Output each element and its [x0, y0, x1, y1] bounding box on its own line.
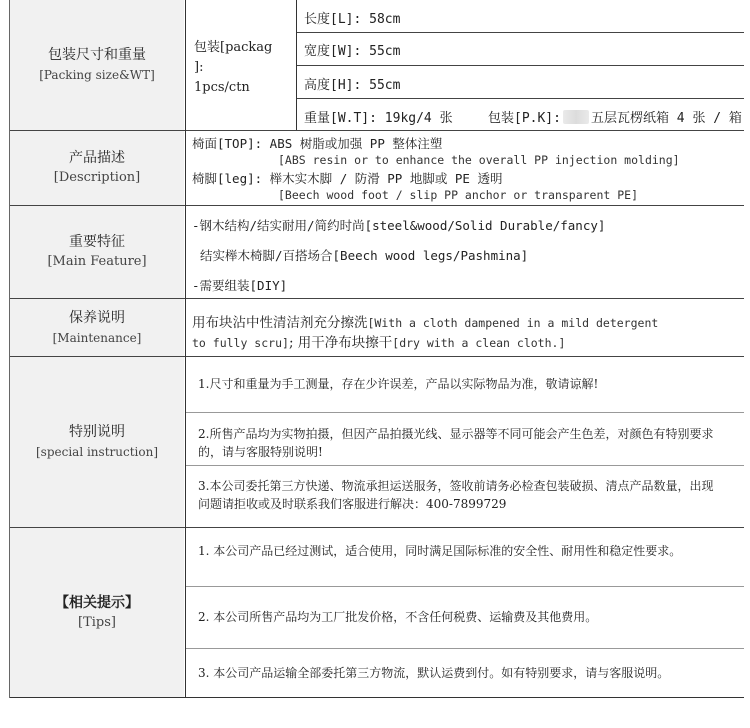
special-label	[10, 357, 184, 527]
pack-kind	[488, 107, 742, 126]
height-value: 高度[H]: 55cm	[304, 78, 401, 93]
maintenance-line-2	[192, 331, 565, 351]
special-row	[10, 357, 744, 527]
maintenance-label	[10, 299, 184, 356]
left-border	[9, 0, 10, 698]
feature-label-en: [Main Feature]	[47, 254, 147, 269]
packing-label-en: [Packing size&WT]	[39, 68, 155, 82]
maintenance-line-2-zh: ; 用干净布块擦干	[288, 335, 393, 351]
description-row	[10, 131, 744, 205]
dim-line-3	[297, 98, 744, 99]
maintenance-line-2-en-b: [dry with a clean cloth.]	[392, 336, 566, 350]
dim-line-2	[297, 65, 744, 66]
tips-note-1: 1. 本公司产品已经过测试，适合使用，同时满足国际标准的安全性、耐用性和稳定性要求。	[198, 544, 682, 558]
special-label-en: [special instruction]	[35, 445, 158, 459]
weight-value: 重量[W.T]: 19kg/4 张	[304, 111, 453, 126]
redacted-mark	[563, 110, 589, 124]
tips-label	[10, 528, 184, 697]
top-material-zh: 椅面[TOP]: ABS 树脂或加强 PP 整体注塑	[192, 136, 443, 151]
feature-line-3: -需要组装[DIY]	[192, 278, 288, 293]
packing-row	[10, 0, 744, 130]
pack-kind-suffix: 五层瓦楞纸箱 4 张 / 箱	[590, 111, 742, 126]
pack-line-2: ]:	[194, 60, 204, 75]
tips-sep-1	[186, 586, 744, 587]
special-sep-1	[186, 412, 744, 413]
maintenance-line-1-zh: 用布块沾中性清洁剂充分擦洗	[192, 315, 368, 331]
tips-note-3: 3. 本公司产品运输全部委托第三方物流，默认运费到付。如有特别要求，请与客服说明。	[198, 666, 670, 680]
feature-content	[186, 206, 744, 298]
description-label	[10, 131, 184, 205]
maintenance-line-1-en: [With a cloth dampened in a mild detergent	[367, 316, 659, 330]
special-label-zh: 特别说明	[69, 424, 125, 440]
tips-note-2: 2. 本公司所售产品均为工厂批发价格，不含任何税费、运输费及其他费用。	[198, 610, 598, 624]
tips-row	[10, 528, 744, 697]
maintenance-line-1	[192, 311, 658, 331]
feature-label-zh: 重要特征	[69, 234, 125, 250]
length-value: 长度[L]: 58cm	[304, 12, 401, 27]
tips-label-en: [Tips]	[78, 614, 116, 630]
maintenance-label-zh: 保养说明	[69, 309, 125, 326]
pack-line-1: 包装[packag	[194, 40, 273, 55]
divider-6	[10, 697, 744, 698]
width-value: 宽度[W]: 55cm	[304, 44, 401, 59]
special-sep-2	[186, 465, 744, 466]
description-label-zh: 产品描述	[69, 150, 125, 166]
packing-content	[186, 0, 744, 130]
maintenance-row	[10, 299, 744, 356]
special-note-2: 2.所售产品均为实物拍摄，但因产品拍摄光线、显示器等不同可能会产生色差，对颜色有特别要求的，请与客服特别说明!	[198, 427, 714, 459]
maintenance-content	[186, 299, 744, 356]
packing-label	[10, 0, 184, 130]
tips-content	[186, 528, 744, 697]
feature-row	[10, 206, 744, 298]
special-note-1: 1.尺寸和重量为手工测量，存在少许误差，产品以实际物品为准，敬请谅解!	[198, 377, 599, 391]
leg-material-zh: 椅脚[leg]: 榉木实木脚 / 防滑 PP 地脚或 PE 透明	[192, 171, 503, 186]
pack-kind-prefix: 包装[P.K]:	[488, 111, 561, 126]
top-material-en: [ABS resin or to enhance the overall PP injection molding]	[278, 153, 680, 167]
description-content	[186, 131, 744, 205]
packing-label-zh: 包装尺寸和重量	[48, 47, 146, 63]
leg-material-en: [Beech wood foot / slip PP anchor or transparent PE]	[278, 188, 639, 202]
pack-quantity	[194, 38, 272, 98]
feature-line-2: 结实榉木椅脚/百搭场合[Beech wood legs/Pashmina]	[200, 248, 529, 263]
special-content	[186, 357, 744, 527]
maintenance-line-2-en-a: to fully scru]	[192, 336, 289, 350]
feature-line-1: -钢木结构/结实耐用/简约时尚[steel&wood/Solid Durable/fancy]	[192, 218, 606, 233]
tips-label-zh: 【相关提示】	[55, 594, 139, 611]
description-label-en: [Description]	[53, 170, 141, 185]
label-column-divider	[185, 0, 186, 698]
special-note-3: 3.本公司委托第三方快递、物流承担运送服务，签收前请务必检查包装破损、清点产品数量，出现问题请拒收或及时联系我们客服进行解决：400-7899729	[198, 479, 714, 511]
pack-line-3: 1pcs/ctn	[194, 80, 250, 95]
maintenance-label-en: [Maintenance]	[52, 330, 142, 345]
tips-sep-2	[186, 648, 744, 649]
dim-line-1	[297, 32, 744, 33]
feature-label	[10, 206, 184, 298]
